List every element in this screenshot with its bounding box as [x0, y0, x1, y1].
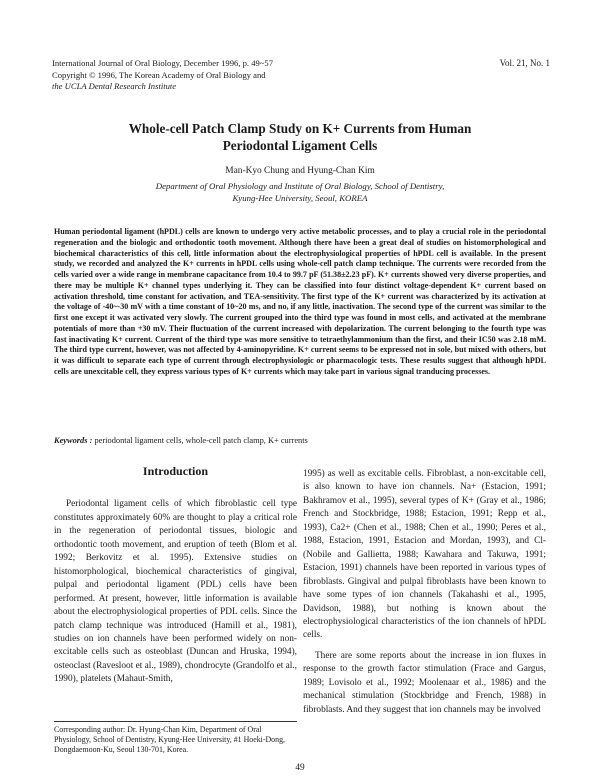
intro-paragraph-1: Periodontal ligament cells of which fibroblastic cell type constitutes approximately 60% are thought to play a critical role in the regeneration of periodontal tissues, biologic and orthodontic tooth movement, and eruption of teeth (Blom et al. 1992; Berkovitz et al. 1995). Extensive studies on histomorphological, biochemical characteristics of gingival, pulpal and periodontal ligament (PDL) cells have been performed. At present, however, little information is available about the electrophysiological properties of PDL cells. Since the patch clamp technique was introduced (Hamill et al., 1981), studies on ion channels have been performed widely on non-excitable cells such as osteoblast (Duncan and Hruska, 1994), osteoclast (Ravesloot et al., 1989), chondrocyte (Grandolfo et al., 1990), platelets (Mahaut-Smith,: [54, 499, 297, 685]
keywords: [54, 436, 546, 445]
institute-line: the UCLA Dental Research Institute: [52, 81, 177, 91]
corresponding-author-footnote: Corresponding author: Dr. Hyung-Chan Kim, Department of Oral Physiology, School of Dentistry, Kyung-Hee University, #1 Hoeki-Dong, Dongdaemoon-Ku, Seoul 130-701, Korea.: [54, 721, 297, 755]
keywords-label: Keywords :: [54, 436, 93, 445]
affiliation-line-1: Department of Oral Physiology and Institute of Oral Biology, School of Dentistry,: [155, 181, 445, 191]
left-column: [54, 465, 297, 687]
intro-paragraph-2: There are some reports about the increase in ion fluxes in response to the growth factor stimulation (Frace and Gargus, 1989; Lovisolo et al., 1992; Moolenaar et al., 1986) and the mechanical stimulation (Stockbridge and French, 1988) in fibroblasts. And they suggest that ion channels may be involved: [303, 650, 546, 715]
abstract: Human periodontal ligament (hPDL) cells are known to undergo very active metabolic processes, and to play a crucial role in the periodontal regeneration and the biologic and orthodontic tooth movement. Although there have been a great deal of studies on histomorphological and biochemical characteristics of this cell, little information about the electrophysiological properties of hPDL cell is available. In the present study, we recorded and analyzed the K+ currents in hPDL cells using whole-cell patch clamp technique. The currents were recorded from the cells varied over a wide range in membrane capacitance from 10.4 to 99.7 pF (51.38±2.23 pF). K+ currents showed very diverse properties, and there may be multiple K+ channel types underlying it. They can be classified into four distinct voltage-dependent K+ current based on activation threshold, time constant for activation, and TEA-sensitivity. The first type of the K+ current was characterized by its activation at the voltage of -40~-30 mV with a time constant of 10~20 ms, and no, if any little, inactivation. The second type of the current was similar to the first one except it was activated very slowly. The current grouped into the third type was found in most cells, and activated at the membrane potentials of more than +30 mV. Their fluctuation of the current increased with depolarization. The current belonging to the fourth type was fast inactivating K+ current. Current of the third type was more sensitive to tetraethylammonium than the first, and their IC50 was 2.18 mM. The third type current, however, was not affected by 4-aminopyridine. K+ current seems to be expressed not in sole, but mixed with others, but it was difficult to separate each type of current through electrophysiologic or pharmacologic tests. These results suggest that although hPDL cells are unexcitable cell, they express various types of K+ currents which may take part in various signal tranducing processes.: [54, 227, 546, 376]
intro-paragraph-1-continued: 1995) as well as excitable cells. Fibroblast, a non-excitable cell, is also known to have ion channels. Na+ (Estacion, 1991; Bakhramov et al., 1995), several types of K+ (Gray et al., 1986; French and Stockbridge, 1988; Estacion, 1991; Repp et al., 1993), Ca2+ (Chen et al., 1988; Chen et al., 1990; Peres et al., 1988, Estacion, 1991, Estacion and Mordan, 1993), and Cl-(Nobile and Gallietta, 1988; Kawahara and Takuwa, 1991; Estacion, 1991) channels have been reported in various types of fibroblasts. Gingival and pulpal fibroblasts have been known to have some types of ion channels (Takahashi et al., 1995, Davidson, 1988), but nothing is known about the electrophysiological characteristics of the ion channels of hPDL cells.: [303, 469, 546, 641]
journal-header: [52, 58, 550, 93]
right-column: [303, 468, 546, 717]
keywords-text: periodontal ligament cells, whole-cell patch clamp, K+ currents: [94, 436, 308, 445]
authors: Man-Kyo Chung and Hyung-Chan Kim: [225, 166, 375, 176]
copyright-line: Copyright © 1996, The Korean Academy of Oral Biology and: [52, 69, 266, 80]
affiliation-line-2: Kyung-Hee University, Seoul, KOREA: [232, 192, 368, 203]
paper-title: [40, 120, 560, 154]
introduction-heading: Introduction: [142, 464, 209, 478]
title-line-2: Periodontal Ligament Cells: [222, 138, 378, 153]
affiliation: [60, 181, 540, 204]
volume-number: Vol. 21, No. 1: [499, 58, 550, 68]
title-line-1: Whole-cell Patch Clamp Study on K+ Currents from Human: [128, 121, 472, 136]
page-number: 49: [295, 763, 305, 773]
journal-citation: International Journal of Oral Biology, December 1996, p. 49~57: [52, 58, 274, 68]
